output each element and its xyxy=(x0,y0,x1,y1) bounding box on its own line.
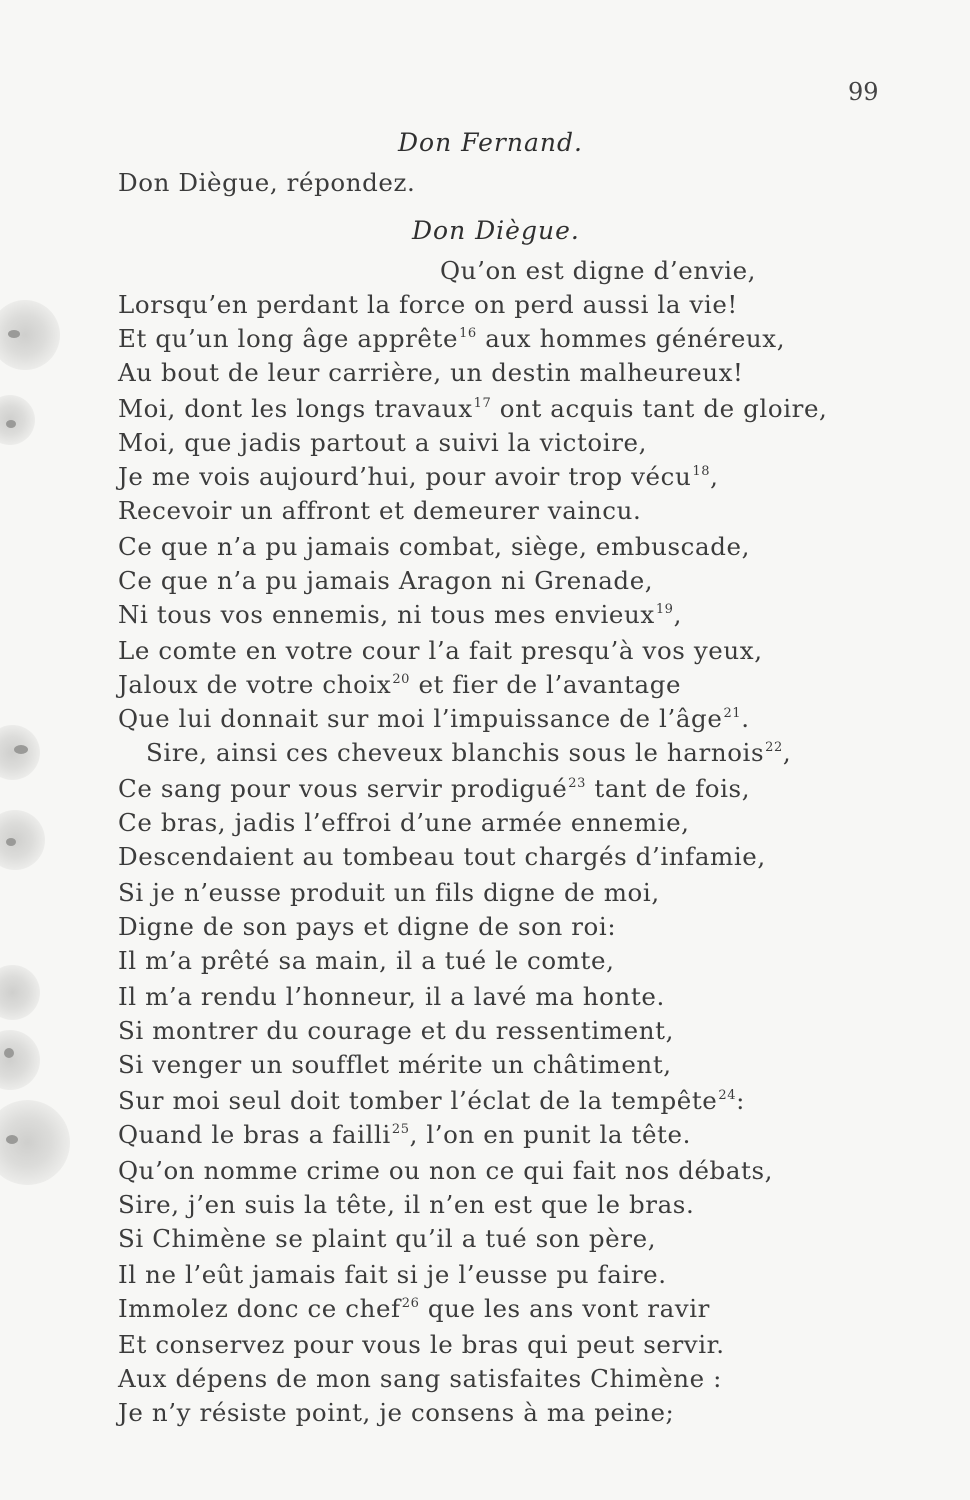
binding-hole xyxy=(0,965,40,1020)
verse-line: Il m’a rendu l’honneur, il a lavé ma honte. xyxy=(118,982,665,1011)
verse-line: Ce bras, jadis l’effroi d’une armée ennemie, xyxy=(118,808,690,837)
verse-line: Descendaient au tombeau tout chargés d’infamie, xyxy=(118,842,766,871)
verse-line: Don Diègue, répondez. xyxy=(118,168,416,197)
verse-line: Je me vois aujourd’hui, pour avoir trop vécu$^{18}$, xyxy=(118,462,719,491)
binding-hole xyxy=(0,395,35,445)
speaker-heading: Don Diègue. xyxy=(412,216,580,245)
footnote-ref: 26 xyxy=(401,1296,420,1311)
verse-line: Immolez donc ce chef$^{26}$ que les ans vont ravir xyxy=(118,1294,710,1323)
verse-line: Aux dépens de mon sang satisfaites Chimène : xyxy=(118,1364,722,1393)
footnote-ref: 19 xyxy=(655,602,674,617)
footnote-ref: 24 xyxy=(718,1088,737,1103)
speaker-heading: Don Fernand. xyxy=(398,128,583,157)
footnote-ref: 22 xyxy=(765,740,783,755)
verse-line: Sire, j’en suis la tête, il n’en est que le bras. xyxy=(118,1190,695,1219)
footnote-ref: 25 xyxy=(391,1122,410,1137)
verse-line: Si je n’eusse produit un fils digne de moi, xyxy=(118,878,660,907)
verse-line: Sur moi seul doit tomber l’éclat de la tempête$^{24}$: xyxy=(118,1086,745,1115)
verse-line: Digne de son pays et digne de son roi: xyxy=(118,912,617,941)
verse-line: Moi, que jadis partout a suivi la victoire, xyxy=(118,428,647,457)
verse-line: Quand le bras a failli$^{25}$, l’on en punit la tête. xyxy=(118,1120,691,1149)
verse-line: Que lui donnait sur moi l’impuissance de l’âge$^{21}$. xyxy=(118,704,750,733)
ink-spot xyxy=(6,1135,18,1144)
footnote-ref: 17 xyxy=(473,396,492,411)
verse-line: Le comte en votre cour l’a fait presqu’à vos yeux, xyxy=(118,636,763,665)
verse-line: Moi, dont les longs travaux$^{17}$ ont acquis tant de gloire, xyxy=(118,394,828,423)
verse-line: Et qu’un long âge apprête$^{16}$ aux hommes généreux, xyxy=(118,324,786,353)
ink-spot xyxy=(4,1048,14,1058)
verse-line: Qu’on nomme crime ou non ce qui fait nos débats, xyxy=(118,1156,774,1185)
verse-line: Si venger un soufflet mérite un châtiment, xyxy=(118,1050,672,1079)
verse-line: Ni tous vos ennemis, ni tous mes envieux$^{19}$, xyxy=(118,600,682,629)
verse-line: Lorsqu’en perdant la force on perd aussi la vie! xyxy=(118,290,738,319)
verse-line: Recevoir un affront et demeurer vaincu. xyxy=(118,496,642,525)
verse-line: Et conservez pour vous le bras qui peut servir. xyxy=(118,1330,725,1359)
verse-line: Il m’a prêté sa main, il a tué le comte, xyxy=(118,946,615,975)
verse-line: Je n’y résiste point, je consens à ma peine; xyxy=(118,1398,675,1427)
verse-line: Si Chimène se plaint qu’il a tué son père, xyxy=(118,1224,657,1253)
verse-line: Si montrer du courage et du ressentiment, xyxy=(118,1016,674,1045)
ink-spot xyxy=(6,838,16,846)
footnote-ref: 20 xyxy=(392,672,411,687)
binding-hole xyxy=(0,1030,40,1090)
ink-spot xyxy=(6,420,16,428)
verse-line: Ce sang pour vous servir prodigué$^{23}$ tant de fois, xyxy=(118,774,751,803)
footnote-ref: 21 xyxy=(723,706,742,721)
ink-spot xyxy=(8,330,20,338)
footnote-ref: 16 xyxy=(459,326,477,341)
verse-line: Ce que n’a pu jamais combat, siège, embuscade, xyxy=(118,532,750,561)
footnote-ref: 23 xyxy=(568,776,587,791)
verse-line: Au bout de leur carrière, un destin malheureux! xyxy=(118,358,744,387)
ink-spot xyxy=(14,745,28,754)
verse-line: Ce que n’a pu jamais Aragon ni Grenade, xyxy=(118,566,654,595)
page-number: 99 xyxy=(848,78,879,106)
verse-line: Il ne l’eût jamais fait si je l’eusse pu faire. xyxy=(118,1260,667,1289)
verse-line: Qu’on est digne d’envie, xyxy=(440,256,757,285)
verse-line: Sire, ainsi ces cheveux blanchis sous le harnois$^{22}$, xyxy=(146,738,792,767)
footnote-ref: 18 xyxy=(692,464,711,479)
verse-line: Jaloux de votre choix$^{20}$ et fier de l’avantage xyxy=(118,670,682,699)
